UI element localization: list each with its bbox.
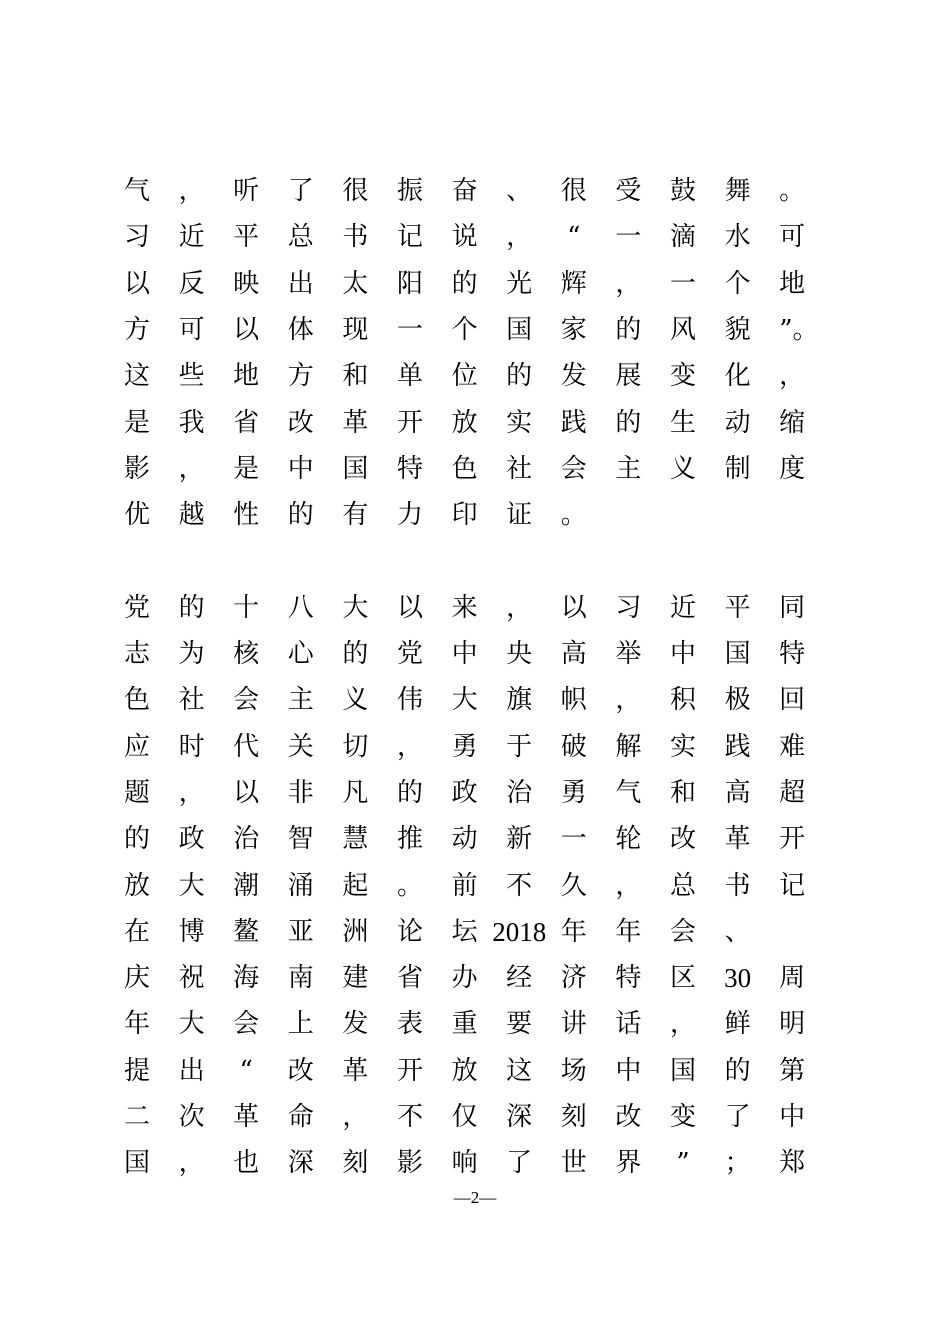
page-number: —2—: [453, 1188, 497, 1207]
text-char: ”。: [779, 314, 819, 345]
text-char: 践: [560, 407, 587, 438]
text-char: 奋: [451, 176, 478, 206]
text-char: 振: [396, 176, 423, 206]
text-line: [0, 492, 950, 538]
text-char: 也: [233, 1148, 260, 1179]
text-char: 讲: [560, 1009, 587, 1040]
text-char: 大: [451, 685, 478, 716]
text-char: 国: [123, 1148, 150, 1179]
text-char: 的: [342, 639, 369, 669]
text-line: [0, 677, 950, 723]
text-char: 主: [615, 453, 642, 484]
text-char: 色: [451, 453, 478, 484]
text-char: 特: [396, 453, 423, 484]
text-char: 会: [233, 685, 260, 716]
text-char: 伟: [396, 685, 423, 716]
text-line: [0, 724, 950, 770]
text-char: 切: [342, 731, 369, 762]
text-char: ，: [178, 1148, 205, 1179]
text-char: 优: [123, 500, 150, 531]
text-char: 中: [287, 453, 314, 484]
text-char: 方: [123, 314, 150, 345]
text-char: 勇: [560, 777, 587, 808]
text-char: 这: [123, 361, 150, 392]
text-char: 了: [287, 176, 314, 206]
text-char: 心: [287, 639, 314, 669]
text-char: 性: [233, 500, 260, 531]
text-char: 家: [560, 314, 587, 345]
text-char: 响: [451, 1148, 478, 1179]
text-char: ，: [506, 222, 533, 253]
text-char: 30: [724, 963, 752, 994]
text-char: 记: [779, 870, 806, 901]
text-char: 政: [451, 777, 478, 808]
text-char: 建: [342, 963, 369, 994]
text-char: 影: [123, 453, 150, 484]
text-char: 国: [342, 453, 369, 484]
text-char: 潮: [233, 870, 260, 901]
text-char: ”: [676, 1148, 690, 1179]
text-char: 积: [669, 685, 696, 716]
text-char: 代: [233, 731, 260, 762]
text-char: 开: [396, 1055, 423, 1086]
text-char: 个: [451, 314, 478, 345]
text-char: ，: [506, 592, 533, 623]
text-char: 时: [178, 731, 205, 762]
text-char: 主: [287, 685, 314, 716]
text-char: 缩: [779, 407, 806, 438]
text-char: ，: [615, 685, 642, 716]
text-char: ，: [779, 361, 806, 392]
text-char: 亚: [287, 916, 314, 947]
text-char: 以: [233, 314, 260, 345]
text-char: 出: [178, 1055, 205, 1086]
text-char: 世: [560, 1148, 587, 1179]
text-char: 鼓: [669, 176, 696, 206]
text-char: 的: [724, 1055, 751, 1086]
text-char: 动: [724, 407, 751, 438]
text-char: 平: [233, 222, 260, 253]
text-char: 的: [451, 268, 478, 299]
text-char: 经: [506, 963, 533, 994]
text-char: 慧: [342, 824, 369, 855]
text-char: 平: [724, 592, 751, 623]
text-char: 风: [669, 314, 696, 345]
text-char: 辉: [560, 268, 587, 299]
text-char: 来: [451, 592, 478, 623]
text-char: 。: [779, 176, 806, 206]
text-char: 不: [396, 1102, 423, 1132]
text-char: 办: [451, 963, 478, 994]
text-char: 刻: [342, 1148, 369, 1179]
text-char: 这: [506, 1055, 533, 1086]
text-char: 习: [615, 592, 642, 623]
text-char: 太: [342, 268, 369, 299]
text-char: 大: [178, 1009, 205, 1040]
text-char: 十: [233, 592, 260, 623]
text-char: 要: [506, 1009, 533, 1040]
text-char: 话: [615, 1009, 642, 1040]
text-char: 关: [287, 731, 314, 762]
text-char: 超: [779, 777, 806, 808]
text-char: 现: [342, 314, 369, 345]
text-char: 二: [123, 1102, 150, 1132]
text-char: 凡: [342, 777, 369, 808]
text-char: 受: [615, 176, 642, 206]
text-char: 记: [396, 222, 423, 253]
text-char: 书: [342, 222, 369, 253]
text-char: 书: [724, 870, 751, 901]
text-char: 国: [724, 639, 751, 669]
text-line: [0, 816, 950, 862]
text-char: 轮: [615, 824, 642, 855]
text-char: 印: [451, 500, 478, 531]
text-char: 发: [560, 361, 587, 392]
text-line: [0, 307, 950, 353]
text-char: 区: [669, 963, 696, 994]
text-char: 为: [178, 639, 205, 669]
text-char: 庆: [123, 963, 150, 994]
text-char: 和: [342, 361, 369, 392]
text-char: 祝: [178, 963, 205, 994]
text-char: 政: [178, 824, 205, 855]
text-char: 化: [724, 361, 751, 392]
text-char: 水: [724, 222, 751, 253]
text-char: 以: [396, 592, 423, 623]
text-char: 些: [178, 361, 205, 392]
text-char: 特: [779, 639, 806, 669]
text-char: 义: [669, 453, 696, 484]
text-char: 舞: [724, 176, 751, 206]
text-char: 破: [560, 731, 587, 762]
text-char: 治: [506, 777, 533, 808]
text-char: 近: [178, 222, 205, 253]
text-char: 于: [506, 731, 533, 762]
text-char: ，: [178, 176, 205, 206]
text-char: 单: [396, 361, 423, 392]
text-char: 新: [506, 824, 533, 855]
text-line: [0, 631, 950, 677]
text-char: ，: [615, 870, 642, 901]
text-char: 很: [560, 176, 587, 206]
text-char: 第: [779, 1055, 806, 1086]
text-char: 总: [287, 222, 314, 253]
text-char: 的: [615, 314, 642, 345]
text-char: 推: [396, 824, 423, 855]
text-char: 济: [560, 963, 587, 994]
text-char: 放: [451, 407, 478, 438]
text-char: 的: [506, 361, 533, 392]
text-char: 革: [342, 407, 369, 438]
text-char: 变: [669, 1102, 696, 1132]
text-line: [0, 955, 950, 1001]
text-char: 洲: [342, 916, 369, 947]
text-char: 场: [560, 1055, 587, 1086]
text-char: 制: [724, 453, 751, 484]
text-char: 特: [615, 963, 642, 994]
text-char: 重: [451, 1009, 478, 1040]
text-char: 前: [451, 870, 478, 901]
text-char: 个: [724, 268, 751, 299]
text-char: ，: [178, 453, 205, 484]
text-char: 反: [178, 268, 205, 299]
text-char: 、: [506, 176, 533, 206]
text-char: 的: [287, 500, 314, 531]
text-char: 鳌: [233, 916, 260, 947]
text-line: [0, 909, 950, 955]
text-line: [0, 585, 950, 631]
text-char: 一: [560, 824, 587, 855]
text-char: 同: [779, 592, 806, 623]
text-char: 放: [123, 870, 150, 901]
text-char: 气: [615, 777, 642, 808]
text-char: 开: [396, 407, 423, 438]
text-char: 表: [396, 1009, 423, 1040]
text-char: 地: [233, 361, 260, 392]
text-char: ，: [396, 731, 423, 762]
text-char: 旗: [506, 685, 533, 716]
text-line: [0, 261, 950, 307]
text-char: 大: [178, 870, 205, 901]
text-char: 央: [506, 639, 533, 669]
text-char: 地: [779, 268, 806, 299]
text-line: [0, 1048, 950, 1094]
text-char: 中: [451, 639, 478, 669]
text-char: 勇: [451, 731, 478, 762]
text-char: 。: [396, 870, 423, 901]
text-char: 不: [506, 870, 533, 901]
text-char: 有: [342, 500, 369, 531]
text-char: “: [239, 1055, 253, 1086]
text-char: 放: [451, 1055, 478, 1086]
text-char: 以: [560, 592, 587, 623]
text-char: 高: [560, 639, 587, 669]
text-char: 上: [287, 1009, 314, 1040]
text-char: 开: [779, 824, 806, 855]
text-char: 生: [669, 407, 696, 438]
text-char: 革: [233, 1102, 260, 1132]
text-char: 中: [615, 1055, 642, 1086]
text-char: 核: [233, 639, 260, 669]
text-char: 一: [396, 314, 423, 345]
text-line: [0, 1094, 950, 1140]
text-char: ，: [342, 1102, 369, 1132]
text-char: 习: [123, 222, 150, 253]
text-char: 发: [342, 1009, 369, 1040]
text-char: 回: [779, 685, 806, 716]
text-line: [0, 863, 950, 909]
text-char: 很: [342, 176, 369, 206]
text-char: 省: [233, 407, 260, 438]
text-char: 实: [669, 731, 696, 762]
text-char: ，: [178, 777, 205, 808]
text-line: [0, 538, 950, 584]
text-char: 以: [123, 268, 150, 299]
text-char: 党: [396, 639, 423, 669]
text-char: 年: [560, 916, 587, 947]
text-char: 方: [287, 361, 314, 392]
text-char: 难: [779, 731, 806, 762]
text-char: 南: [287, 963, 314, 994]
text-line: [0, 1001, 950, 1047]
text-char: 和: [669, 777, 696, 808]
text-char: 题: [123, 777, 150, 808]
text-char: 了: [724, 1102, 751, 1132]
text-char: 我: [178, 407, 205, 438]
text-char: 在: [123, 916, 150, 947]
text-char: 郑: [779, 1148, 806, 1179]
text-char: 滴: [669, 222, 696, 253]
text-char: 社: [178, 685, 205, 716]
text-char: 了: [506, 1148, 533, 1179]
text-char: 革: [724, 824, 751, 855]
text-char: 举: [615, 639, 642, 669]
text-char: 气: [123, 176, 150, 206]
text-char: ，: [615, 268, 642, 299]
text-char: 年: [123, 1009, 150, 1040]
text-char: 是: [233, 453, 260, 484]
text-char: 革: [342, 1055, 369, 1086]
text-char: 改: [287, 1055, 314, 1086]
text-char: 越: [178, 500, 205, 531]
text-char: 改: [669, 824, 696, 855]
text-char: 2018: [492, 916, 547, 947]
text-char: 度: [779, 453, 806, 484]
text-char: 非: [287, 777, 314, 808]
text-char: 一: [669, 268, 696, 299]
text-char: 动: [451, 824, 478, 855]
text-char: 总: [669, 870, 696, 901]
text-char: 涌: [287, 870, 314, 901]
text-char: 社: [506, 453, 533, 484]
text-char: “: [567, 222, 581, 253]
text-char: 力: [396, 500, 423, 531]
text-char: 可: [779, 222, 806, 253]
text-char: 深: [287, 1148, 314, 1179]
text-char: 命: [287, 1102, 314, 1132]
text-char: 是: [123, 407, 150, 438]
text-line: [0, 446, 950, 492]
text-char: 治: [233, 824, 260, 855]
text-char: 以: [233, 777, 260, 808]
text-char: 中: [669, 639, 696, 669]
text-char: 的: [396, 777, 423, 808]
text-char: 志: [123, 639, 150, 669]
text-char: 界: [615, 1148, 642, 1179]
text-char: 起: [342, 870, 369, 901]
text-char: 说: [451, 222, 478, 253]
text-char: 色: [123, 685, 150, 716]
text-char: 近: [669, 592, 696, 623]
text-char: 年: [615, 916, 642, 947]
text-char: 久: [560, 870, 587, 901]
text-line: [0, 214, 950, 260]
text-char: ，: [669, 1009, 696, 1040]
text-char: 光: [506, 268, 533, 299]
text-char: 高: [724, 777, 751, 808]
text-char: 会: [669, 916, 696, 947]
text-char: 深: [506, 1102, 533, 1132]
text-char: 明: [779, 1009, 806, 1040]
text-char: 的: [123, 824, 150, 855]
text-char: 、: [724, 916, 751, 947]
text-char: 证: [506, 500, 533, 531]
text-char: 论: [396, 916, 423, 947]
text-char: 出: [287, 268, 314, 299]
text-char: 义: [342, 685, 369, 716]
text-char: 极: [724, 685, 751, 716]
text-char: 改: [287, 407, 314, 438]
text-char: 仅: [451, 1102, 478, 1132]
text-char: 影: [396, 1148, 423, 1179]
text-char: 鲜: [724, 1009, 751, 1040]
text-char: 坛: [451, 916, 478, 947]
text-char: 。: [560, 500, 587, 531]
text-char: 大: [342, 592, 369, 623]
text-char: 的: [615, 407, 642, 438]
text-char: 智: [287, 824, 314, 855]
text-char: 博: [178, 916, 205, 947]
text-char: 中: [779, 1102, 806, 1132]
text-char: 八: [287, 592, 314, 623]
text-line: [0, 353, 950, 399]
text-char: 国: [506, 314, 533, 345]
text-char: 帜: [560, 685, 587, 716]
text-char: 周: [779, 963, 806, 994]
text-char: 省: [396, 963, 423, 994]
text-char: 位: [451, 361, 478, 392]
text-char: 海: [233, 963, 260, 994]
text-char: 次: [178, 1102, 205, 1132]
text-char: 变: [669, 361, 696, 392]
text-char: 阳: [396, 268, 423, 299]
text-line: [0, 1140, 950, 1186]
text-char: 一: [615, 222, 642, 253]
text-char: 映: [233, 268, 260, 299]
text-char: 国: [669, 1055, 696, 1086]
text-char: 展: [615, 361, 642, 392]
text-line: [0, 400, 950, 446]
text-char: 可: [178, 314, 205, 345]
text-char: 会: [233, 1009, 260, 1040]
text-line: [0, 168, 950, 214]
text-char: 实: [506, 407, 533, 438]
text-char: 貌: [724, 314, 751, 345]
text-char: 应: [123, 731, 150, 762]
text-char: ；: [724, 1148, 751, 1179]
text-char: 提: [123, 1055, 150, 1086]
text-char: 会: [560, 453, 587, 484]
text-char: 解: [615, 731, 642, 762]
text-char: 改: [615, 1102, 642, 1132]
text-char: 的: [178, 592, 205, 623]
text-line: [0, 770, 950, 816]
text-char: 党: [123, 592, 150, 623]
text-char: 体: [287, 314, 314, 345]
text-char: 刻: [560, 1102, 587, 1132]
text-char: 听: [233, 176, 260, 206]
text-char: 践: [724, 731, 751, 762]
